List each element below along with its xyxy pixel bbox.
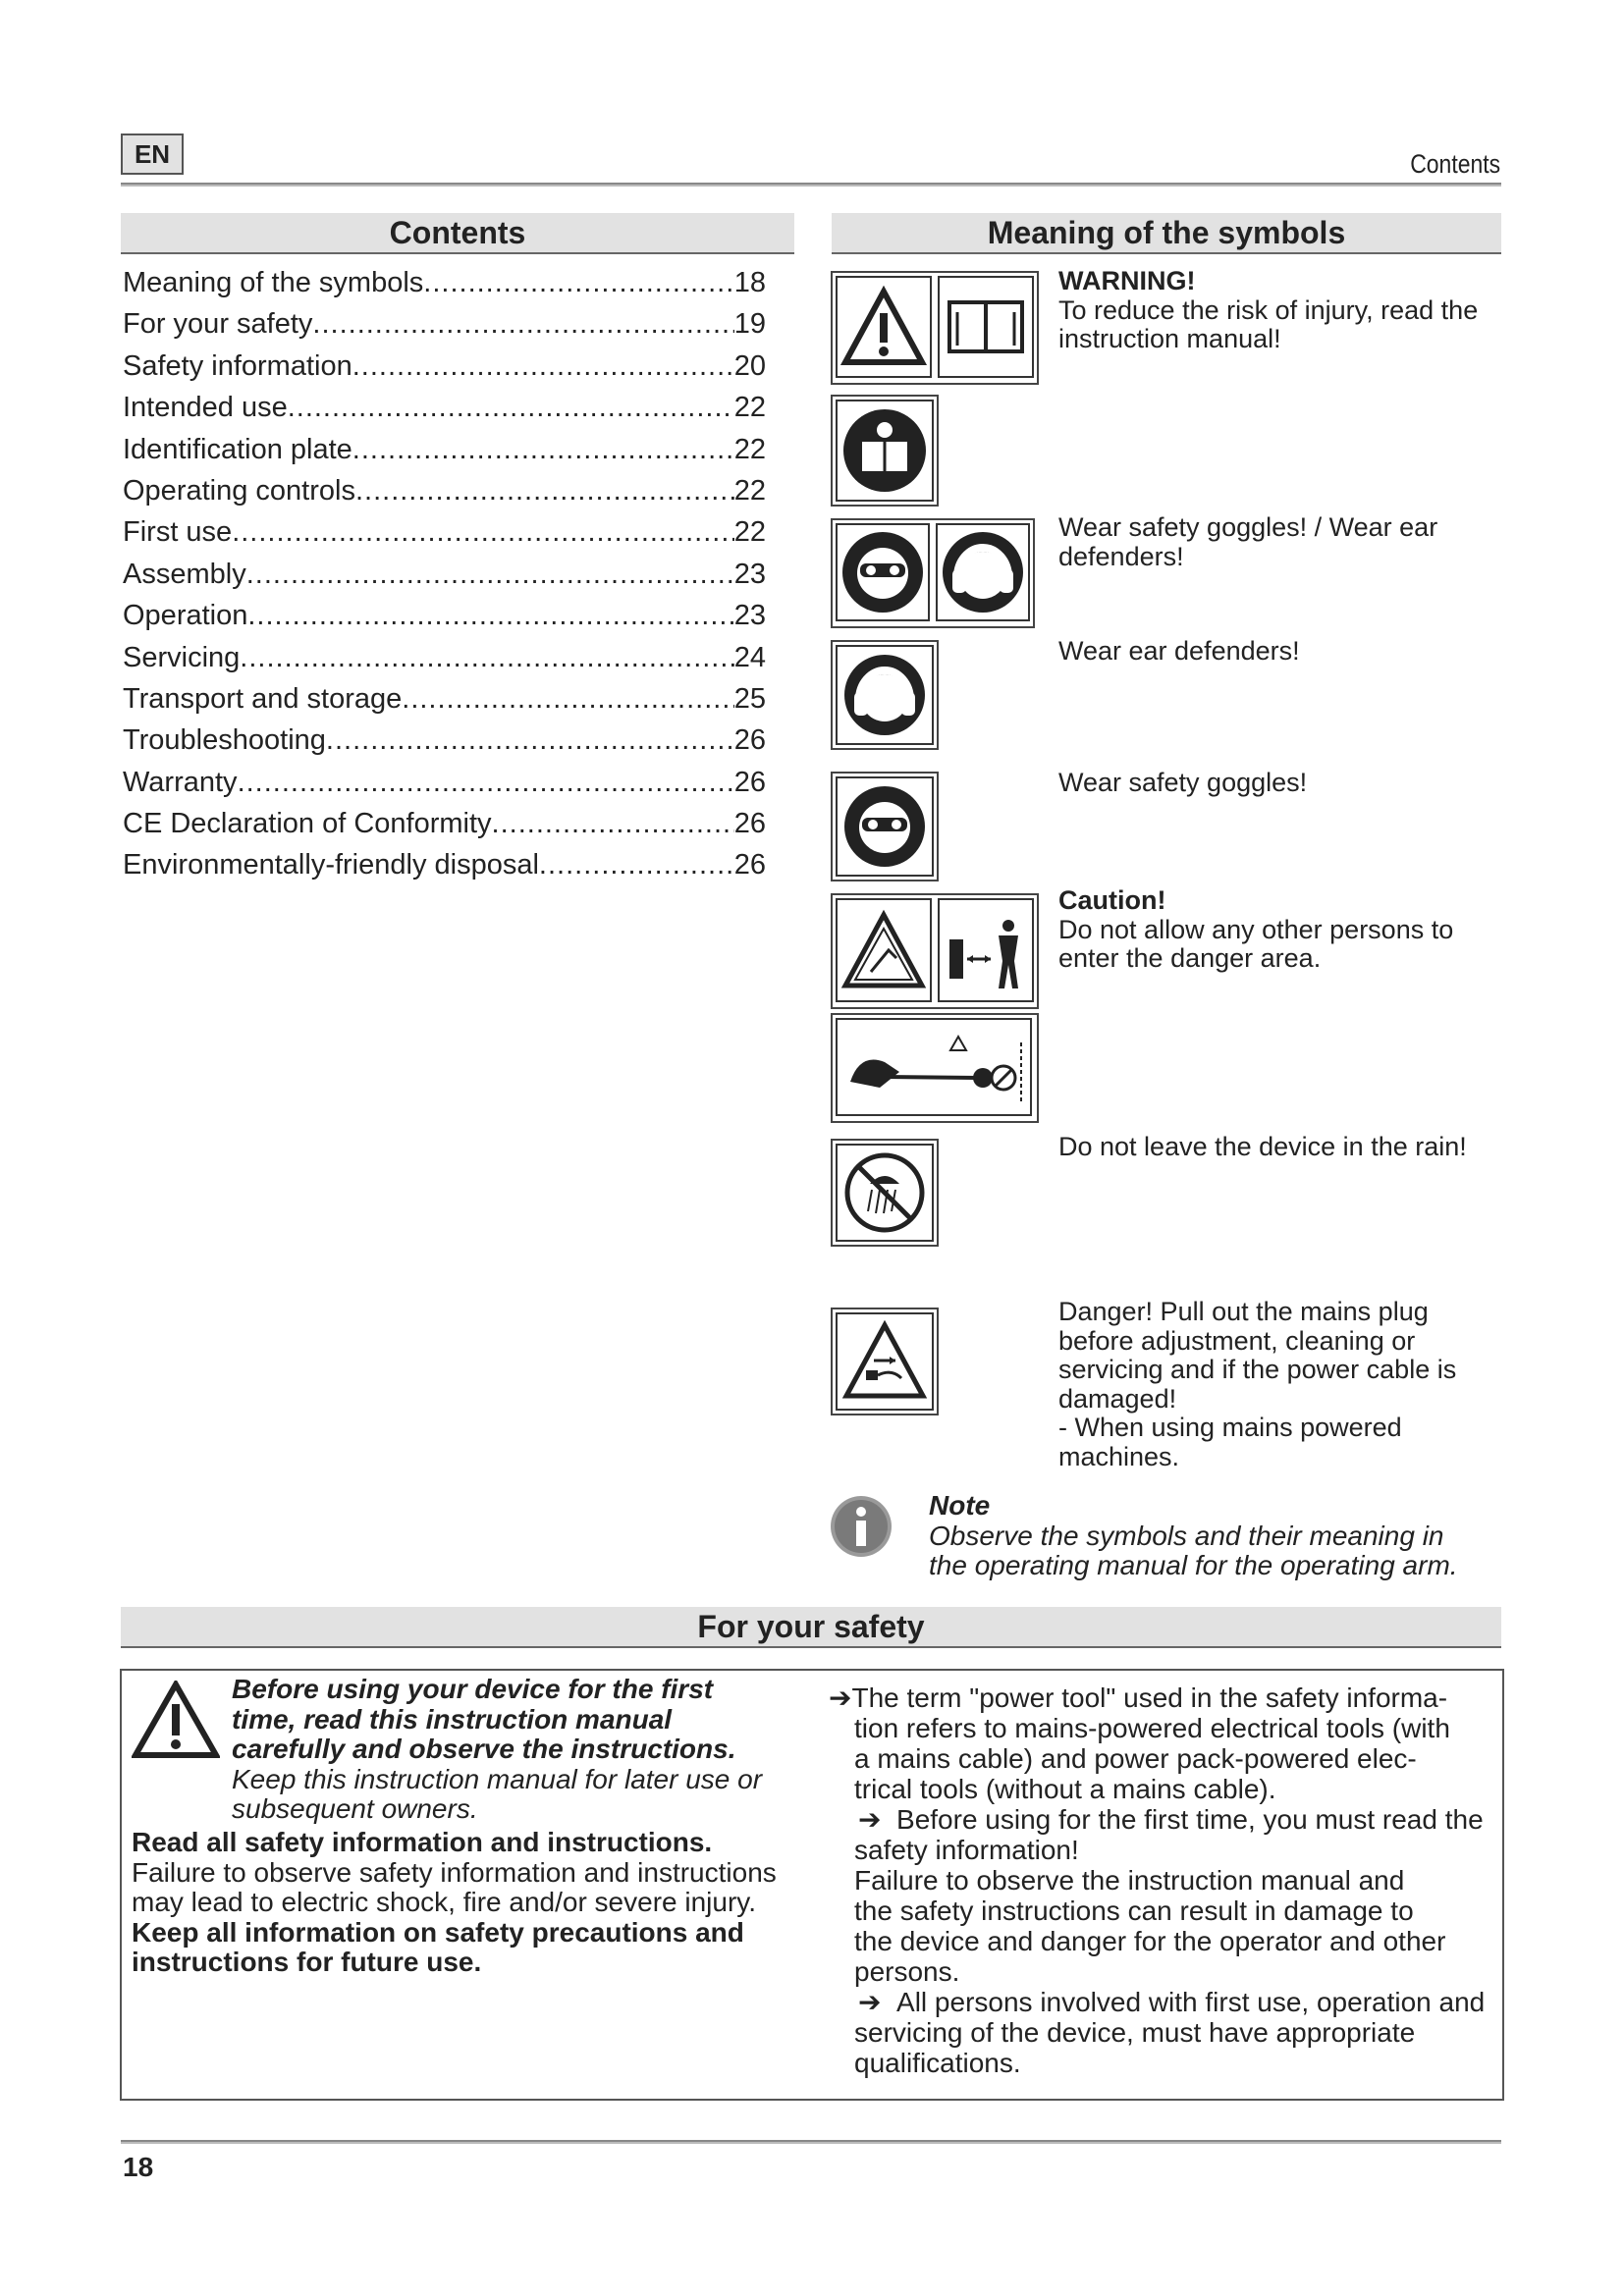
toc-entry <box>123 392 766 433</box>
safety-intro <box>232 1675 801 1825</box>
warning-read-manual-symbol <box>831 271 1039 385</box>
toc-entry-label: Environmentally-friendly disposal <box>123 849 539 881</box>
toc-leader-dots <box>326 724 734 757</box>
language-badge: EN <box>121 133 184 175</box>
warning-text-block <box>1058 267 1510 354</box>
hazard-triangle-icon <box>836 898 932 1002</box>
toc-entry-page: 25 <box>733 682 766 715</box>
toc-entry <box>123 516 766 558</box>
toc-entry-page: 23 <box>733 558 766 590</box>
goggles-icon-2 <box>836 776 934 877</box>
toc-entry-page: 22 <box>733 433 766 465</box>
toc-leader-dots <box>288 392 734 424</box>
note-block <box>929 1490 1508 1579</box>
toc-entry <box>123 308 766 349</box>
toc-entry-page: 22 <box>733 516 766 549</box>
warning-title: WARNING! <box>1058 266 1196 295</box>
toc-leader-dots <box>352 350 734 383</box>
safety-heading: For your safety <box>121 1607 1501 1648</box>
unplug-symbol <box>831 1308 939 1415</box>
toc-leader-dots <box>402 683 733 716</box>
toc-entry-page: 22 <box>733 392 766 424</box>
toc-leader-dots <box>232 516 734 549</box>
persons-line-2: servicing of the device, must have appropriate <box>854 2017 1416 2048</box>
ear-symbol <box>831 640 939 750</box>
intro-line-3: carefully and observe the instructions. <box>232 1734 736 1764</box>
toc-entry-label: Intended use <box>123 392 288 424</box>
read-manual-symbol <box>831 395 939 507</box>
power-tool-line-3: a mains cable) and power pack-powered elec- <box>854 1743 1417 1774</box>
toc-entry-page: 23 <box>733 600 766 632</box>
read-manual-icon <box>836 400 934 502</box>
toc-entry-label: First use <box>123 516 233 549</box>
toc-entry-page: 26 <box>733 849 766 881</box>
note-title: Note <box>929 1490 991 1521</box>
toc-entry-page: 26 <box>733 808 766 840</box>
failure-right-line-1: Failure to observe the instruction manual and <box>854 1865 1405 1896</box>
toc-entry-page: 26 <box>733 724 766 757</box>
toc-leader-dots <box>423 267 733 299</box>
operator-distance-icon <box>836 1018 1032 1116</box>
toc-entry <box>123 267 766 308</box>
toc-entry-label: Safety information <box>123 349 352 382</box>
arrow-icon: ➔ <box>858 1804 882 1835</box>
failure-line-2: may lead to electric shock, fire and/or severe injury. <box>132 1887 756 1917</box>
keep-line-2: subsequent owners. <box>232 1793 478 1824</box>
safety-warning-icon <box>132 1681 220 1764</box>
table-of-contents <box>123 267 766 891</box>
caution-danger-area-symbol <box>831 893 1039 1009</box>
ear-defenders-icon-2 <box>836 645 934 745</box>
toc-entry <box>123 683 766 724</box>
toc-leader-dots <box>355 475 734 507</box>
note-line-2: the operating manual for the operating arm. <box>929 1549 1458 1580</box>
toc-leader-dots <box>247 600 733 632</box>
toc-leader-dots <box>539 849 734 881</box>
goggles-symbol <box>831 772 939 881</box>
power-tool-line-4: trical tools (without a mains cable). <box>854 1774 1276 1804</box>
toc-leader-dots <box>492 808 734 840</box>
arrow-icon: ➔ <box>858 1987 882 2017</box>
toc-entry-page: 26 <box>733 766 766 798</box>
toc-entry-label: Assembly <box>123 558 246 590</box>
safety-general <box>132 1828 819 1978</box>
no-rain-symbol <box>831 1139 939 1247</box>
caution-text: Do not allow any other persons to enter the danger area. <box>1058 914 1454 973</box>
toc-entry <box>123 600 766 641</box>
goggles-ears-text: Wear safety goggles! / Wear ear defenders! <box>1058 512 1438 571</box>
toc-entry-page: 18 <box>733 267 766 298</box>
toc-leader-dots <box>246 559 734 591</box>
header-rule <box>121 183 1501 187</box>
toc-entry <box>123 475 766 516</box>
goggles-ear-symbol <box>831 518 1035 628</box>
toc-entry <box>123 724 766 766</box>
info-icon <box>829 1494 893 1564</box>
toc-entry-label: For your safety <box>123 308 313 341</box>
operator-distance-symbol <box>831 1013 1039 1123</box>
keep-all-line-1: Keep all information on safety precautions and <box>132 1916 744 1948</box>
ear-defenders-icon <box>936 523 1030 621</box>
read-all-line: Read all safety information and instructions. <box>132 1827 713 1857</box>
toc-leader-dots <box>312 308 733 341</box>
power-tool-line-1: The term "power tool" used in the safety informa- <box>851 1682 1448 1713</box>
intro-line-1: Before using your device for the first <box>232 1674 714 1704</box>
toc-entry <box>123 559 766 600</box>
goggles-text: Wear safety goggles! <box>1058 768 1308 797</box>
unplug-hazard-icon <box>836 1312 934 1411</box>
toc-entry-page: 20 <box>733 349 766 382</box>
symbols-heading: Meaning of the symbols <box>832 213 1501 254</box>
keep-line-1: Keep this instruction manual for later use or <box>232 1763 763 1794</box>
danger-line-5: - When using mains powered <box>1058 1413 1402 1442</box>
danger-line-6: machines. <box>1058 1441 1180 1471</box>
failure-right-line-2: the safety instructions can result in damage to <box>854 1896 1414 1926</box>
danger-line-3: servicing and if the power cable is <box>1058 1355 1457 1384</box>
toc-entry-label: Operation <box>123 600 248 632</box>
persons-line-3: qualifications. <box>854 2048 1021 2078</box>
contents-heading: Contents <box>121 213 794 254</box>
toc-entry-page: 19 <box>733 308 766 341</box>
danger-line-4: damaged! <box>1058 1383 1177 1414</box>
arrow-icon: ➔ <box>829 1682 852 1713</box>
running-header: Contents <box>1410 149 1500 179</box>
first-use-line-1: Before using for the first time, you must read the <box>896 1804 1484 1835</box>
goggles-icon <box>836 523 930 621</box>
danger-line-1: Danger! Pull out the mains plug <box>1058 1297 1429 1326</box>
toc-entry-label: Servicing <box>123 641 241 673</box>
toc-entry-label: Transport and storage <box>123 682 403 715</box>
page-number: 18 <box>123 2152 154 2182</box>
toc-leader-dots <box>240 642 733 674</box>
toc-entry-page: 22 <box>733 474 766 507</box>
caution-text-block <box>1058 886 1510 974</box>
power-tool-line-2: tion refers to mains-powered electrical tools (with <box>854 1713 1450 1743</box>
persons-line-1: All persons involved with first use, operation and <box>896 1987 1486 2017</box>
toc-entry-page: 24 <box>733 641 766 673</box>
toc-entry <box>123 350 766 392</box>
danger-line-2: before adjustment, cleaning or <box>1058 1325 1416 1356</box>
failure-right-line-4: persons. <box>854 1956 960 1987</box>
keep-distance-icon <box>938 898 1034 1002</box>
ears-text: Wear ear defenders! <box>1058 636 1300 666</box>
caution-title: Caution! <box>1058 885 1166 915</box>
toc-entry-label: Warranty <box>123 766 238 798</box>
toc-entry <box>123 767 766 808</box>
toc-entry-label: Meaning of the symbols <box>123 267 424 298</box>
toc-entry-label: Operating controls <box>123 474 355 507</box>
toc-entry-label: Identification plate <box>123 433 352 465</box>
toc-entry <box>123 808 766 849</box>
toc-entry <box>123 849 766 890</box>
first-use-line-2: safety information! <box>854 1835 1079 1865</box>
intro-line-2: time, read this instruction manual <box>232 1703 673 1735</box>
no-rain-icon <box>836 1144 934 1242</box>
rain-text: Do not leave the device in the rain! <box>1058 1132 1467 1161</box>
safety-right-column <box>829 1682 1526 2078</box>
warning-text: To reduce the risk of injury, read the instruction manual! <box>1058 294 1479 353</box>
toc-entry-label: Troubleshooting <box>123 724 326 757</box>
failure-line-1: Failure to observe safety information and instructions <box>132 1856 777 1888</box>
book-icon <box>938 276 1034 378</box>
toc-leader-dots <box>238 767 734 799</box>
toc-entry-label: CE Declaration of Conformity <box>123 808 492 840</box>
toc-entry <box>123 642 766 683</box>
toc-leader-dots <box>352 434 734 466</box>
toc-entry <box>123 434 766 475</box>
keep-all-line-2: instructions for future use. <box>132 1947 482 1977</box>
warning-triangle-icon <box>836 276 932 378</box>
footer-rule <box>121 2140 1501 2144</box>
unplug-text-block <box>1058 1298 1510 1471</box>
note-line-1: Observe the symbols and their meaning in <box>929 1521 1444 1551</box>
failure-right-line-3: the device and danger for the operator and other <box>854 1926 1446 1956</box>
